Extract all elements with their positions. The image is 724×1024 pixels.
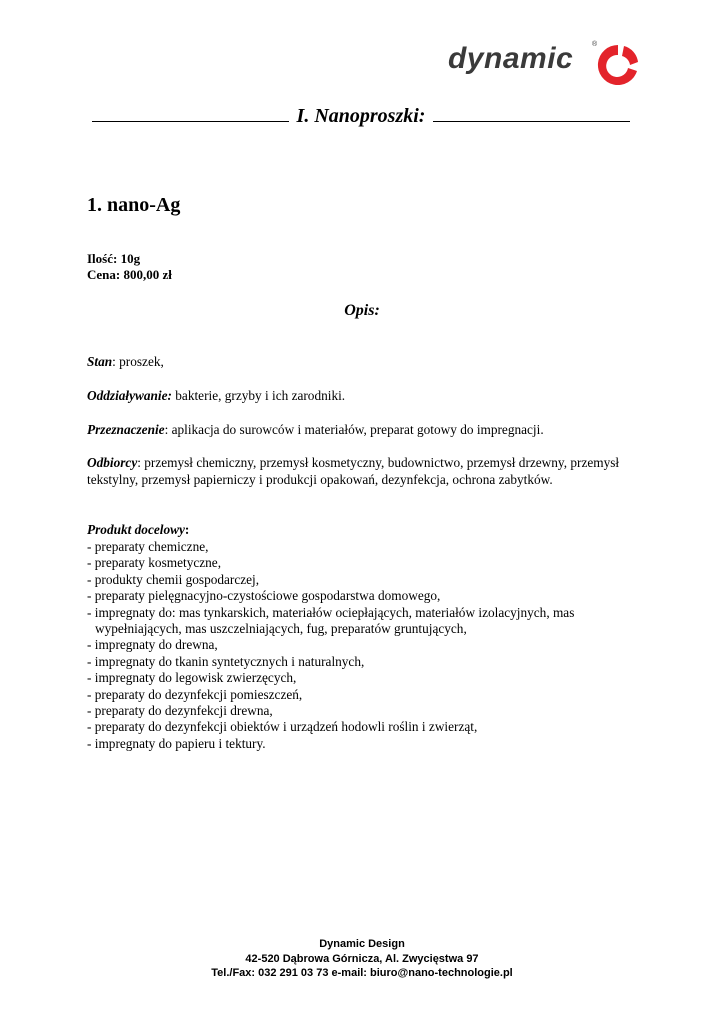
list-item: - impregnaty do papieru i tektury. bbox=[87, 735, 266, 751]
przeznaczenie-label: Przeznaczenie bbox=[87, 422, 165, 437]
description-heading: Opis: bbox=[344, 302, 380, 319]
footer-address: 42-520 Dąbrowa Górnicza, Al. Zwycięstwa 97 bbox=[245, 952, 479, 965]
list-item: - preparaty do dezynfekcji drewna, bbox=[87, 703, 273, 719]
oddzialywanie-value: bakterie, grzyby i ich zarodniki. bbox=[171, 388, 346, 403]
list-item: - preparaty pielęgnacyjno-czystościowe gospodarstwa domowego, bbox=[87, 588, 441, 604]
product-price: Cena: 800,00 zł bbox=[87, 267, 172, 282]
oddzialywanie-label: Oddziaływanie: bbox=[87, 388, 172, 403]
logo-wordmark: dynamic bbox=[448, 42, 574, 75]
product-meta bbox=[87, 251, 172, 283]
stan-label: Stan bbox=[87, 354, 113, 369]
przeznaczenie-value: : aplikacja do surowców i materiałów, preparat gotowy do impregnacji. bbox=[164, 422, 544, 437]
company-logo bbox=[448, 38, 643, 92]
list-item: - preparaty chemiczne, bbox=[87, 539, 209, 554]
list-item: - impregnaty do legowisk zwierzęcych, bbox=[87, 670, 297, 686]
odbiorcy-paragraph bbox=[87, 455, 635, 488]
title-rule-right bbox=[433, 107, 630, 122]
list-item: - produkty chemii gospodarczej, bbox=[87, 571, 260, 587]
stan-value: : proszek, bbox=[112, 354, 164, 369]
produkt-docelowy-paragraph bbox=[87, 522, 635, 539]
logo-swirl-icon bbox=[592, 38, 642, 92]
produkt-docelowy-label: Produkt docelowy bbox=[87, 522, 185, 537]
list-item: - impregnaty do drewna, bbox=[87, 637, 218, 653]
list-item: - preparaty kosmetyczne, bbox=[87, 555, 222, 571]
footer-contact: Tel./Fax: 032 291 03 73 e-mail: biuro@nano-technologie.pl bbox=[211, 967, 513, 979]
przeznaczenie-paragraph bbox=[87, 422, 635, 439]
registered-mark: ® bbox=[592, 41, 598, 48]
section-title-text: I. Nanoproszki: bbox=[296, 105, 426, 127]
list-item: - preparaty do dezynfekcji pomieszczeń, bbox=[87, 686, 303, 702]
product-quantity: Ilość: 10g bbox=[87, 251, 141, 266]
section-title bbox=[92, 105, 630, 128]
list-item: - impregnaty do: mas tynkarskich, materiałów ociepłających, materiałów izolacyjnych, mas wypełniających, mas uszczelniających, fug, preparatów gruntujących, bbox=[87, 604, 575, 637]
title-rule-left bbox=[92, 107, 289, 122]
odbiorcy-value: : przemysł chemiczny, przemysł kosmetyczny, budownictwo, przemysł drzewny, przemysł tekstylny, przemysł papierniczy i produkcji opakowań, dezynfekcja, ochrona zabytków. bbox=[87, 455, 620, 487]
list-item: - preparaty do dezynfekcji obiektów i urządzeń hodowli roślin i zwierząt, bbox=[87, 719, 478, 735]
oddzialywanie-paragraph bbox=[87, 388, 635, 405]
product-list bbox=[87, 539, 635, 752]
odbiorcy-label: Odbiorcy bbox=[87, 455, 138, 470]
stan-paragraph bbox=[87, 354, 635, 371]
product-title: 1. nano-Ag bbox=[87, 194, 181, 216]
produkt-docelowy-colon: : bbox=[184, 522, 190, 537]
list-item: - impregnaty do tkanin syntetycznych i naturalnych, bbox=[87, 653, 365, 669]
footer-company: Dynamic Design bbox=[319, 938, 405, 950]
page-footer bbox=[0, 937, 724, 981]
